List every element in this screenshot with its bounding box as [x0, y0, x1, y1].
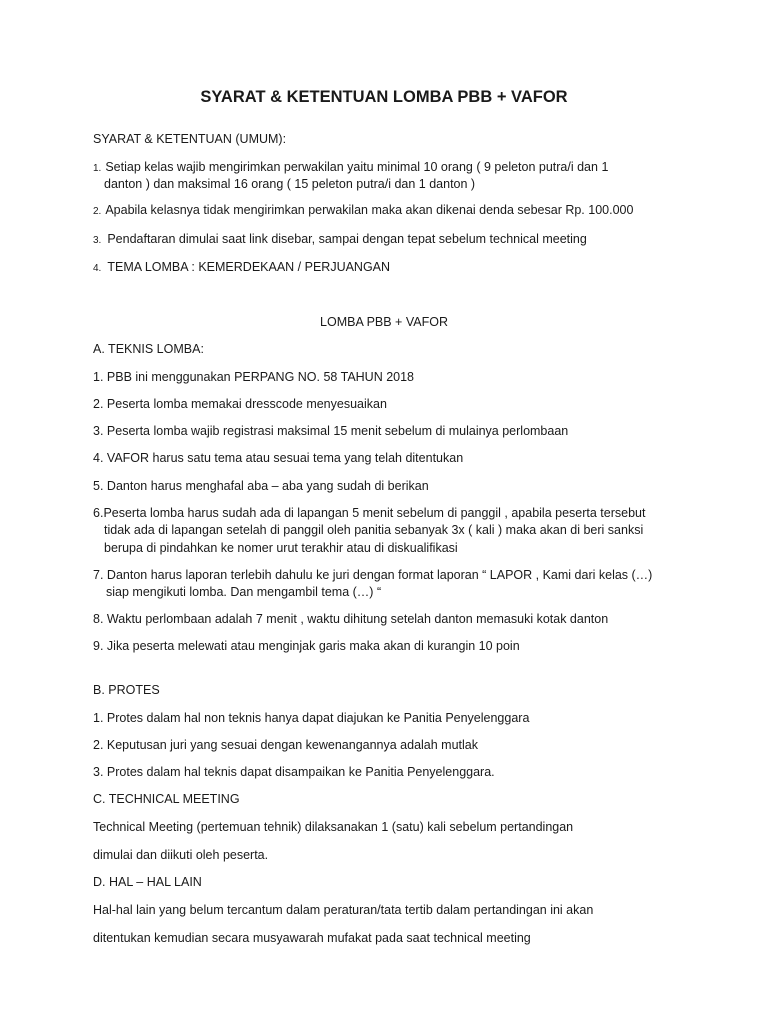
teknis-item-3	[93, 423, 568, 440]
teknis-item-9	[93, 638, 520, 655]
technical-meeting-heading: C. TECHNICAL MEETING	[93, 792, 240, 806]
teknis-item-6-number: 6.	[93, 506, 104, 520]
teknis-item-4	[93, 450, 463, 467]
umum-item-3-number: 3.	[93, 235, 102, 246]
protes-item-1: 1. Protes dalam hal non teknis hanya dapat diajukan ke Panitia Penyelenggara	[93, 711, 530, 725]
teknis-item-7	[93, 567, 652, 584]
technical-meeting-line-2: dimulai dan diikuti oleh peserta.	[93, 848, 269, 862]
umum-heading: SYARAT & KETENTUAN (UMUM):	[93, 132, 287, 146]
teknis-item-9-line-1: Jika peserta melewati atau menginjak garis maka akan di kurangin 10 poin	[106, 639, 520, 653]
teknis-item-1-number: 1.	[93, 370, 104, 384]
umum-item-1	[93, 159, 608, 177]
umum-item-1-line-2: danton ) dan maksimal 16 orang ( 15 peleton putra/i dan 1 danton )	[104, 177, 476, 191]
protes-heading: B. PROTES	[93, 683, 160, 697]
teknis-item-8	[93, 611, 608, 628]
teknis-item-5-line-1: Danton harus menghafal aba – aba yang sudah di berikan	[106, 479, 429, 493]
umum-item-3-line-1: Pendaftaran dimulai saat link disebar, sampai dengan tepat sebelum technical meeting	[107, 232, 587, 246]
technical-meeting-line-1: Technical Meeting (pertemuan tehnik) dilaksanakan 1 (satu) kali sebelum pertandingan	[93, 820, 574, 834]
lomba-heading: LOMBA PBB + VAFOR	[320, 315, 448, 329]
umum-item-4	[93, 259, 390, 277]
umum-item-4-number: 4.	[93, 263, 102, 274]
teknis-item-6-line-1: Peserta lomba harus sudah ada di lapangan 5 menit sebelum di panggil , apabila peserta tersebut	[103, 506, 646, 520]
umum-item-2	[93, 202, 633, 220]
teknis-item-6	[93, 505, 645, 522]
document-title: SYARAT & KETENTUAN LOMBA PBB + VAFOR	[200, 88, 568, 106]
teknis-item-2	[93, 396, 387, 413]
teknis-item-2-line-1: Peserta lomba memakai dresscode menyesuaikan	[106, 397, 387, 411]
teknis-item-5	[93, 478, 429, 495]
teknis-item-6-line-3: berupa di pindahkan ke nomer urut terakhir atau di diskualifikasi	[104, 541, 458, 555]
teknis-item-8-line-1: Waktu perlombaan adalah 7 menit , waktu dihitung setelah danton memasuki kotak danton	[106, 612, 609, 626]
umum-item-4-line-1: TEMA LOMBA : KEMERDEKAAN / PERJUANGAN	[107, 260, 391, 274]
teknis-item-4-number: 4.	[93, 451, 104, 465]
teknis-item-7-line-1: Danton harus laporan terlebih dahulu ke juri dengan format laporan “ LAPOR , Kami dari kelas (…)	[106, 568, 653, 582]
teknis-item-3-line-1: Peserta lomba wajib registrasi maksimal 15 menit sebelum di mulainya perlombaan	[106, 424, 569, 438]
teknis-item-5-number: 5.	[93, 479, 104, 493]
hal-lain-line-1: Hal-hal lain yang belum tercantum dalam peraturan/tata tertib dalam pertandingan ini akan	[93, 903, 594, 917]
umum-item-1-line-1: Setiap kelas wajib mengirimkan perwakilan yaitu minimal 10 orang ( 9 peleton putra/i dan 1	[105, 160, 609, 174]
umum-item-3	[93, 231, 587, 249]
teknis-item-7-number: 7.	[93, 568, 104, 582]
teknis-item-1-line-1: PBB ini menggunakan PERPANG NO. 58 TAHUN 2018	[106, 370, 415, 384]
protes-item-2: 2. Keputusan juri yang sesuai dengan kewenangannya adalah mutlak	[93, 738, 478, 752]
protes-item-3: 3. Protes dalam hal teknis dapat disampaikan ke Panitia Penyelenggara.	[93, 765, 495, 779]
teknis-item-6-line-2: tidak ada di lapangan setelah di panggil oleh panitia sebanyak 3x ( kali ) maka akan di beri sanksi	[104, 523, 644, 537]
teknis-item-3-number: 3.	[93, 424, 104, 438]
teknis-item-1	[93, 369, 414, 386]
teknis-item-7-line-2: siap mengikuti lomba. Dan mengambil tema (…) “	[106, 585, 382, 599]
teknis-item-2-number: 2.	[93, 397, 104, 411]
teknis-item-8-number: 8.	[93, 612, 104, 626]
teknis-item-9-number: 9.	[93, 639, 104, 653]
hal-lain-line-2: ditentukan kemudian secara musyawarah mufakat pada saat technical meeting	[93, 931, 531, 945]
hal-lain-heading: D. HAL – HAL LAIN	[93, 875, 202, 889]
umum-item-2-number: 2.	[93, 206, 102, 217]
umum-item-2-line-1: Apabila kelasnya tidak mengirimkan perwakilan maka akan dikenai denda sebesar Rp. 100.000	[105, 203, 634, 217]
teknis-heading: A. TEKNIS LOMBA:	[93, 342, 204, 356]
teknis-item-4-line-1: VAFOR harus satu tema atau sesuai tema yang telah ditentukan	[106, 451, 464, 465]
umum-item-1-number: 1.	[93, 163, 102, 174]
